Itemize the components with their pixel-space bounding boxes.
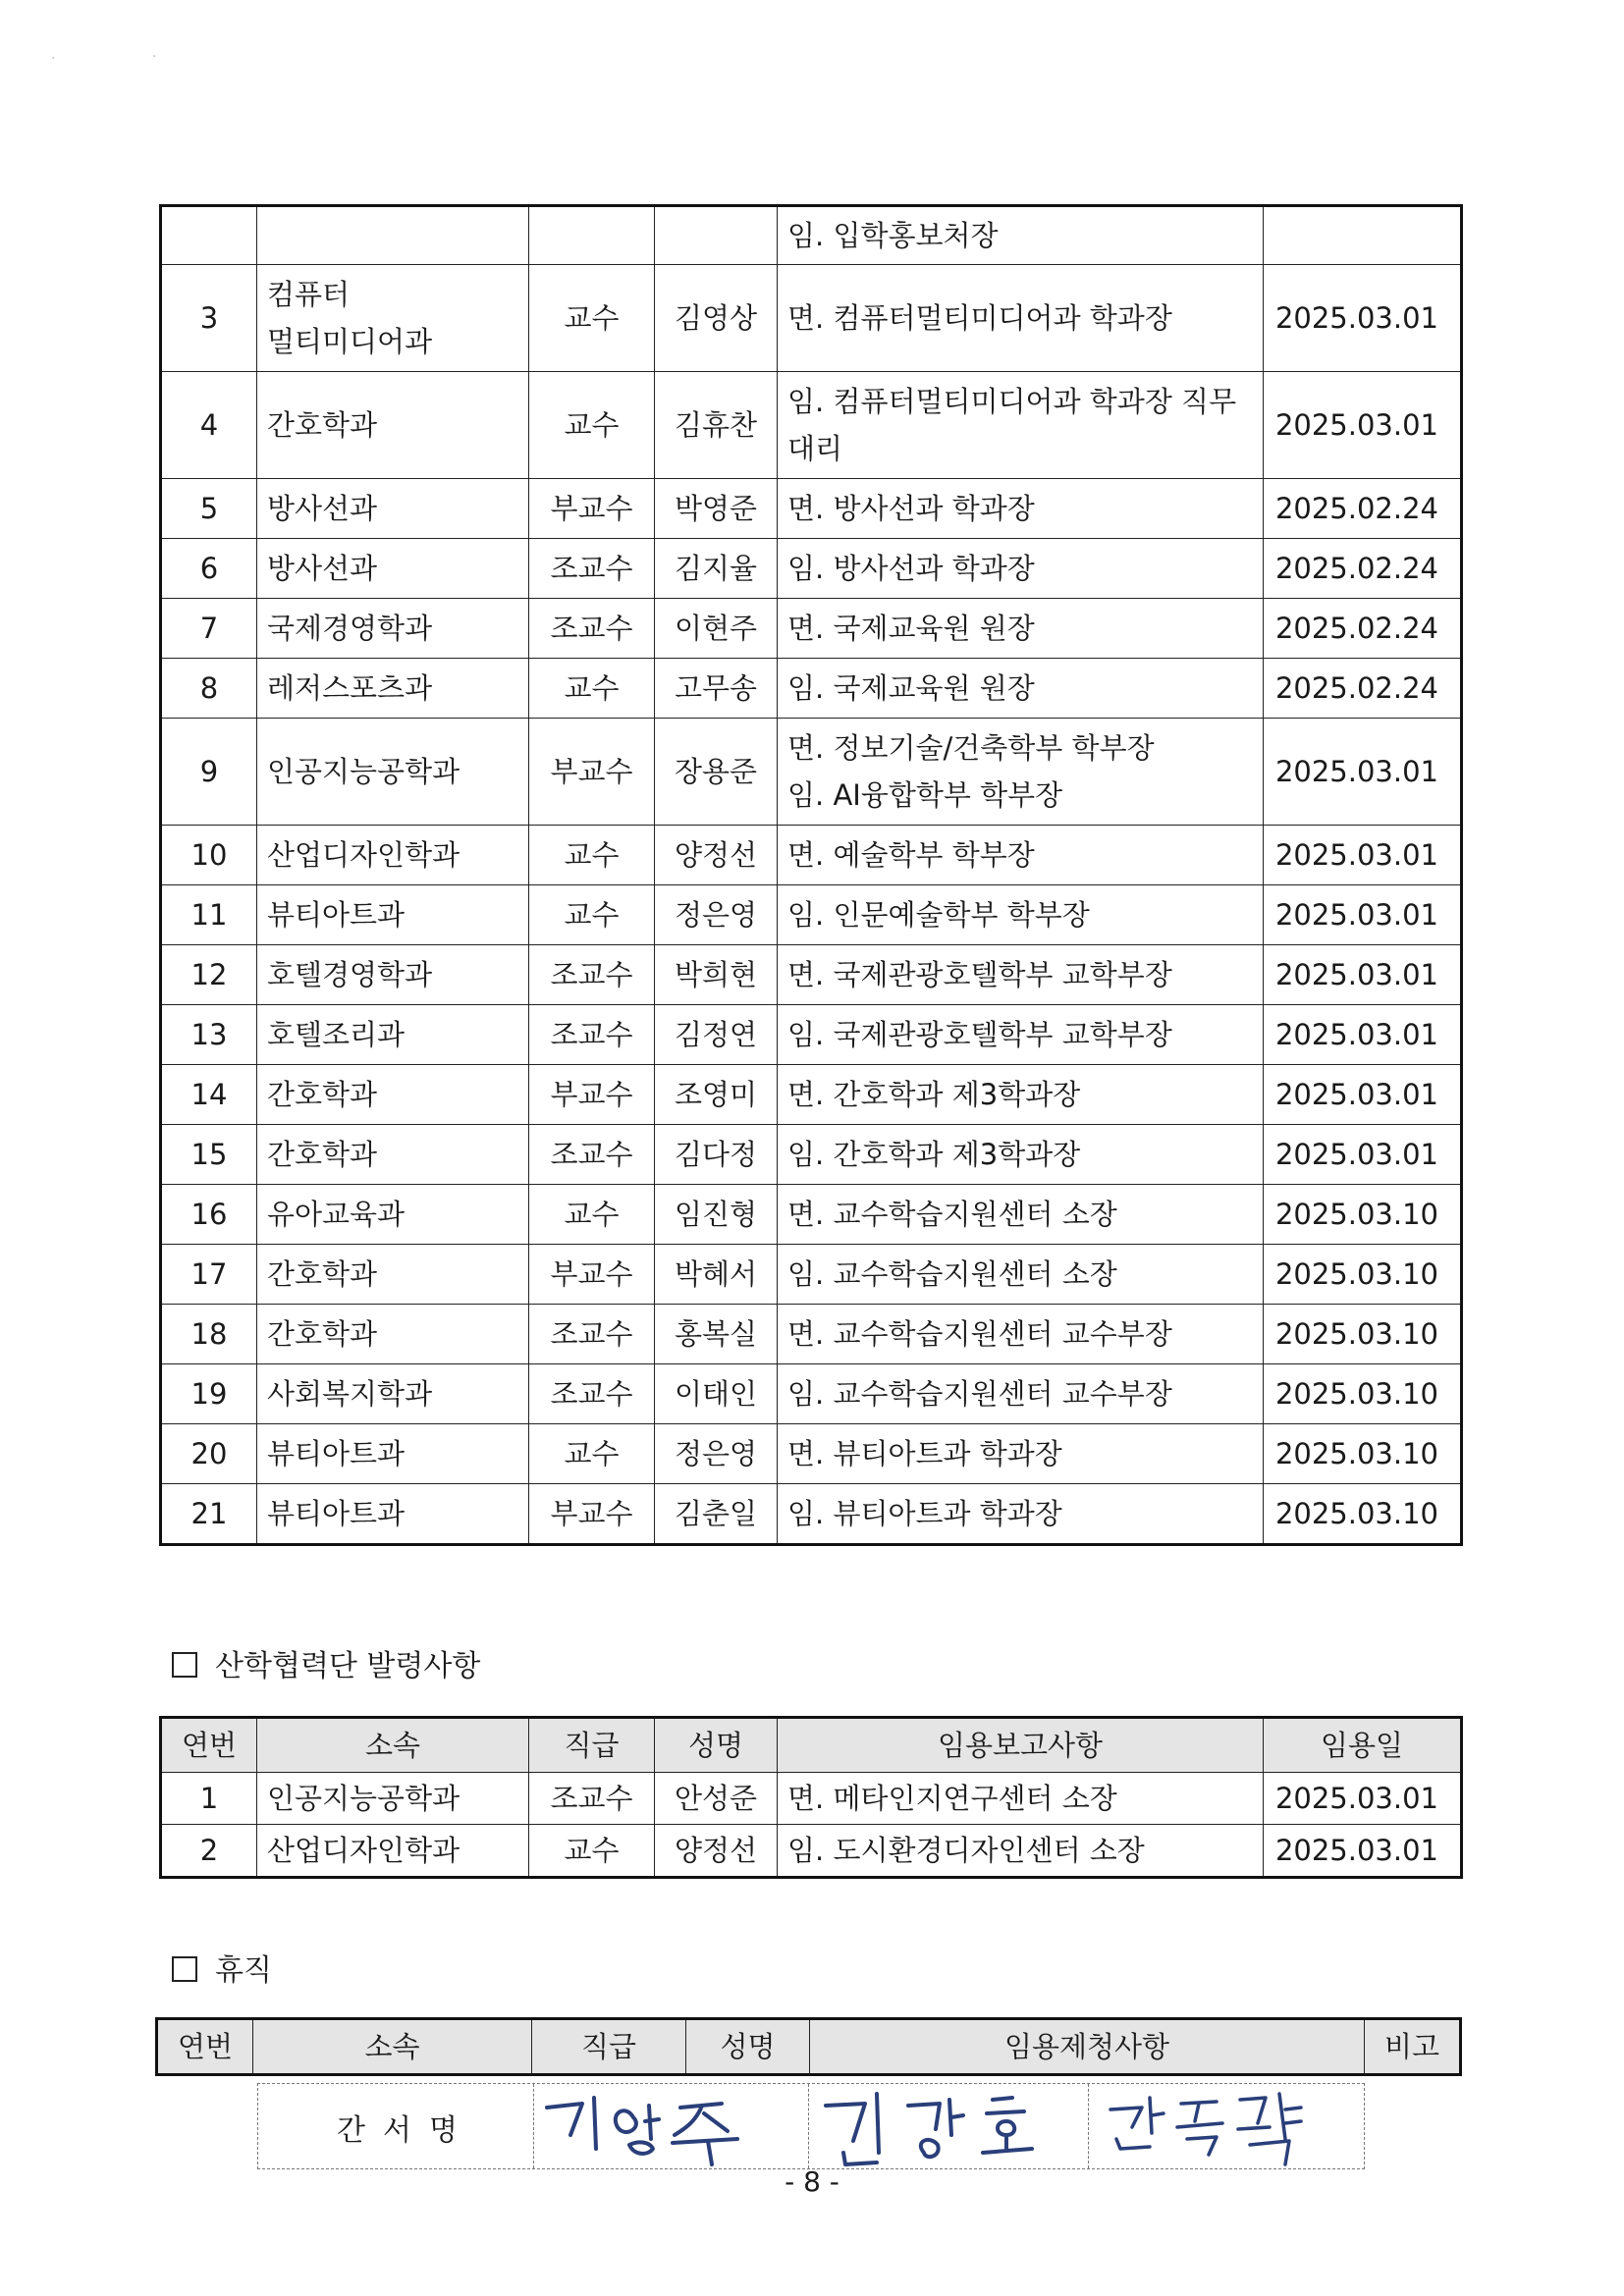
signature-1-image xyxy=(535,2084,800,2168)
cell-detail: 임. 교수학습지원센터 소장 xyxy=(778,1245,1264,1305)
cell-name: 홍복실 xyxy=(655,1305,778,1364)
header-date: 임용일 xyxy=(1264,1718,1462,1773)
cell-name: 박혜서 xyxy=(655,1245,778,1305)
cell-date: 2025.03.10 xyxy=(1264,1185,1462,1245)
table-row xyxy=(161,719,1462,826)
cell-rank: 조교수 xyxy=(529,1125,655,1185)
cell-name: 조영미 xyxy=(655,1065,778,1125)
cell-rank: 교수 xyxy=(529,1424,655,1484)
cell-no: 3 xyxy=(161,265,257,372)
cell-name: 김춘일 xyxy=(655,1484,778,1545)
cell-rank: 조교수 xyxy=(529,945,655,1005)
cell-rank: 조교수 xyxy=(529,599,655,659)
cell-no: 20 xyxy=(161,1424,257,1484)
table-row xyxy=(161,1185,1462,1245)
cell-date: 2025.03.10 xyxy=(1264,1484,1462,1545)
divider xyxy=(1088,2084,1089,2168)
cell-no: 6 xyxy=(161,539,257,599)
appointments-table xyxy=(159,204,1463,1546)
cell-name: 정은영 xyxy=(655,885,778,945)
cell-detail: 임. 인문예술학부 학부장 xyxy=(778,885,1264,945)
cell-detail: 면. 국제관광호텔학부 교학부장 xyxy=(778,945,1264,1005)
cell-dept: 사회복지학과 xyxy=(257,1364,529,1424)
cell-name: 김영상 xyxy=(655,265,778,372)
cell-no: 18 xyxy=(161,1305,257,1364)
cell-detail: 면. 교수학습지원센터 교수부장 xyxy=(778,1305,1264,1364)
table-row xyxy=(161,1825,1462,1878)
header-detail: 임용보고사항 xyxy=(778,1718,1264,1773)
header-rank: 직급 xyxy=(532,2019,686,2075)
cell-detail: 면. 컴퓨터멀티미디어과 학과장 xyxy=(778,265,1264,372)
table-row xyxy=(161,1305,1462,1364)
section-leave-title-text: 휴직 xyxy=(215,1953,272,1988)
cell-no: 13 xyxy=(161,1005,257,1065)
signature-box xyxy=(257,2083,1365,2169)
cell-name: 김정연 xyxy=(655,1005,778,1065)
cell-dept: 뷰티아트과 xyxy=(257,1484,529,1545)
cell-rank xyxy=(529,206,655,265)
cell-name: 이태인 xyxy=(655,1364,778,1424)
cell-no: 5 xyxy=(161,479,257,539)
header-rank: 직급 xyxy=(529,1718,655,1773)
cell-rank: 부교수 xyxy=(529,1065,655,1125)
header-name: 성명 xyxy=(655,1718,778,1773)
table-row xyxy=(161,659,1462,719)
cell-rank: 부교수 xyxy=(529,719,655,826)
cell-date: 2025.02.24 xyxy=(1264,479,1462,539)
cell-dept: 뷰티아트과 xyxy=(257,885,529,945)
cell-rank: 교수 xyxy=(529,265,655,372)
cell-rank: 조교수 xyxy=(529,1364,655,1424)
cell-rank: 교수 xyxy=(529,885,655,945)
table-row xyxy=(161,1484,1462,1545)
cell-no: 14 xyxy=(161,1065,257,1125)
section-industry-title-text: 산학협력단 발령사항 xyxy=(215,1649,481,1683)
cell-date: 2025.03.10 xyxy=(1264,1305,1462,1364)
header-detail: 임용제청사항 xyxy=(810,2019,1365,2075)
page-number: - 8 - xyxy=(785,2165,839,2198)
divider xyxy=(533,2084,534,2168)
cell-no: 1 xyxy=(161,1773,257,1825)
cell-date: 2025.03.01 xyxy=(1264,826,1462,885)
header-no: 연번 xyxy=(161,1718,257,1773)
header-name: 성명 xyxy=(686,2019,810,2075)
cell-no: 8 xyxy=(161,659,257,719)
cell-detail: 면. 정보기술/건축학부 학부장 임. AI융합학부 학부장 xyxy=(778,719,1264,826)
header-dept: 소속 xyxy=(253,2019,532,2075)
scan-mark: · xyxy=(51,51,56,67)
cell-dept xyxy=(257,206,529,265)
table-row xyxy=(161,479,1462,539)
table-row xyxy=(161,1245,1462,1305)
cell-date: 2025.02.24 xyxy=(1264,539,1462,599)
cell-detail: 면. 국제교육원 원장 xyxy=(778,599,1264,659)
cell-no: 15 xyxy=(161,1125,257,1185)
cell-no: 7 xyxy=(161,599,257,659)
cell-detail: 임. 뷰티아트과 학과장 xyxy=(778,1484,1264,1545)
cell-rank: 부교수 xyxy=(529,1484,655,1545)
cell-detail: 면. 교수학습지원센터 소장 xyxy=(778,1185,1264,1245)
cell-name: 임진형 xyxy=(655,1185,778,1245)
table-row xyxy=(161,1065,1462,1125)
cell-detail: 임. 입학홍보처장 xyxy=(778,206,1264,265)
cell-date: 2025.03.01 xyxy=(1264,885,1462,945)
signature-label: 간서명 xyxy=(337,2113,475,2148)
cell-no: 12 xyxy=(161,945,257,1005)
cell-date: 2025.02.24 xyxy=(1264,659,1462,719)
header-dept: 소속 xyxy=(257,1718,529,1773)
cell-date: 2025.03.10 xyxy=(1264,1424,1462,1484)
cell-no: 16 xyxy=(161,1185,257,1245)
cell-rank: 교수 xyxy=(529,372,655,479)
cell-no xyxy=(161,206,257,265)
cell-name: 김다정 xyxy=(655,1125,778,1185)
cell-detail: 임. 교수학습지원센터 교수부장 xyxy=(778,1364,1264,1424)
table-row xyxy=(161,206,1462,265)
cell-dept: 방사선과 xyxy=(257,539,529,599)
cell-rank: 교수 xyxy=(529,826,655,885)
cell-rank: 조교수 xyxy=(529,1005,655,1065)
cell-dept: 국제경영학과 xyxy=(257,599,529,659)
section-leave-title xyxy=(172,1946,272,1989)
cell-name: 고무송 xyxy=(655,659,778,719)
cell-rank: 교수 xyxy=(529,1185,655,1245)
cell-rank: 부교수 xyxy=(529,479,655,539)
cell-no: 21 xyxy=(161,1484,257,1545)
cell-name: 박희현 xyxy=(655,945,778,1005)
cell-dept: 유아교육과 xyxy=(257,1185,529,1245)
table-row xyxy=(161,826,1462,885)
cell-name: 김지율 xyxy=(655,539,778,599)
checkbox-square-icon xyxy=(172,1956,197,1982)
table-row xyxy=(161,1125,1462,1185)
cell-rank: 조교수 xyxy=(529,1773,655,1825)
table-row xyxy=(161,265,1462,372)
cell-no: 10 xyxy=(161,826,257,885)
cell-name: 김휴찬 xyxy=(655,372,778,479)
cell-date: 2025.03.01 xyxy=(1264,1125,1462,1185)
cell-date: 2025.03.01 xyxy=(1264,1065,1462,1125)
cell-dept: 인공지능공학과 xyxy=(257,1773,529,1825)
table-row xyxy=(161,885,1462,945)
cell-dept: 간호학과 xyxy=(257,372,529,479)
table-header-row xyxy=(157,2019,1461,2075)
cell-detail: 면. 방사선과 학과장 xyxy=(778,479,1264,539)
table-row xyxy=(161,945,1462,1005)
cell-date: 2025.03.10 xyxy=(1264,1364,1462,1424)
cell-date: 2025.03.01 xyxy=(1264,372,1462,479)
cell-detail: 임. 국제교육원 원장 xyxy=(778,659,1264,719)
cell-rank: 부교수 xyxy=(529,1245,655,1305)
signature-3-image xyxy=(1093,2084,1358,2168)
cell-date: 2025.03.01 xyxy=(1264,945,1462,1005)
scan-mark: · xyxy=(152,49,157,65)
header-no: 연번 xyxy=(157,2019,253,2075)
cell-no: 4 xyxy=(161,372,257,479)
cell-rank: 교수 xyxy=(529,1825,655,1878)
cell-date: 2025.03.10 xyxy=(1264,1245,1462,1305)
table-row xyxy=(161,1773,1462,1825)
cell-dept: 산업디자인학과 xyxy=(257,826,529,885)
cell-dept: 간호학과 xyxy=(257,1305,529,1364)
cell-no: 17 xyxy=(161,1245,257,1305)
cell-no: 2 xyxy=(161,1825,257,1878)
cell-name: 박영준 xyxy=(655,479,778,539)
cell-detail: 임. 컴퓨터멀티미디어과 학과장 직무대리 xyxy=(778,372,1264,479)
cell-no: 11 xyxy=(161,885,257,945)
cell-detail: 임. 도시환경디자인센터 소장 xyxy=(778,1825,1264,1878)
cell-rank: 조교수 xyxy=(529,539,655,599)
table-row xyxy=(161,1005,1462,1065)
cell-no: 9 xyxy=(161,719,257,826)
cell-rank: 교수 xyxy=(529,659,655,719)
signature-2-image xyxy=(814,2084,1079,2168)
cell-name: 이현주 xyxy=(655,599,778,659)
table-row xyxy=(161,1364,1462,1424)
checkbox-square-icon xyxy=(172,1652,197,1678)
cell-detail: 면. 예술학부 학부장 xyxy=(778,826,1264,885)
cell-dept: 컴퓨터 멀티미디어과 xyxy=(257,265,529,372)
cell-date: 2025.03.01 xyxy=(1264,1773,1462,1825)
table-row xyxy=(161,599,1462,659)
cell-rank: 조교수 xyxy=(529,1305,655,1364)
cell-date: 2025.03.01 xyxy=(1264,1825,1462,1878)
cell-dept: 인공지능공학과 xyxy=(257,719,529,826)
cell-dept: 호텔조리과 xyxy=(257,1005,529,1065)
cell-name: 양정선 xyxy=(655,1825,778,1878)
industry-table xyxy=(159,1716,1463,1879)
cell-dept: 뷰티아트과 xyxy=(257,1424,529,1484)
cell-dept: 산업디자인학과 xyxy=(257,1825,529,1878)
cell-detail: 임. 간호학과 제3학과장 xyxy=(778,1125,1264,1185)
cell-date: 2025.03.01 xyxy=(1264,1005,1462,1065)
table-row xyxy=(161,539,1462,599)
cell-date xyxy=(1264,206,1462,265)
cell-dept: 호텔경영학과 xyxy=(257,945,529,1005)
cell-dept: 레저스포츠과 xyxy=(257,659,529,719)
divider xyxy=(808,2084,809,2168)
leave-table xyxy=(155,2017,1462,2076)
header-remark: 비고 xyxy=(1365,2019,1461,2075)
cell-detail: 면. 간호학과 제3학과장 xyxy=(778,1065,1264,1125)
cell-detail: 면. 메타인지연구센터 소장 xyxy=(778,1773,1264,1825)
cell-date: 2025.03.01 xyxy=(1264,265,1462,372)
cell-detail: 면. 뷰티아트과 학과장 xyxy=(778,1424,1264,1484)
cell-detail: 임. 방사선과 학과장 xyxy=(778,539,1264,599)
cell-no: 19 xyxy=(161,1364,257,1424)
cell-dept: 간호학과 xyxy=(257,1245,529,1305)
cell-name: 양정선 xyxy=(655,826,778,885)
cell-dept: 방사선과 xyxy=(257,479,529,539)
cell-name xyxy=(655,206,778,265)
table-row xyxy=(161,372,1462,479)
cell-name: 정은영 xyxy=(655,1424,778,1484)
cell-name: 안성준 xyxy=(655,1773,778,1825)
cell-dept: 간호학과 xyxy=(257,1065,529,1125)
cell-detail: 임. 국제관광호텔학부 교학부장 xyxy=(778,1005,1264,1065)
table-header-row xyxy=(161,1718,1462,1773)
cell-date: 2025.02.24 xyxy=(1264,599,1462,659)
cell-date: 2025.03.01 xyxy=(1264,719,1462,826)
cell-dept: 간호학과 xyxy=(257,1125,529,1185)
section-industry-title xyxy=(172,1641,480,1684)
table-row xyxy=(161,1424,1462,1484)
cell-name: 장용준 xyxy=(655,719,778,826)
